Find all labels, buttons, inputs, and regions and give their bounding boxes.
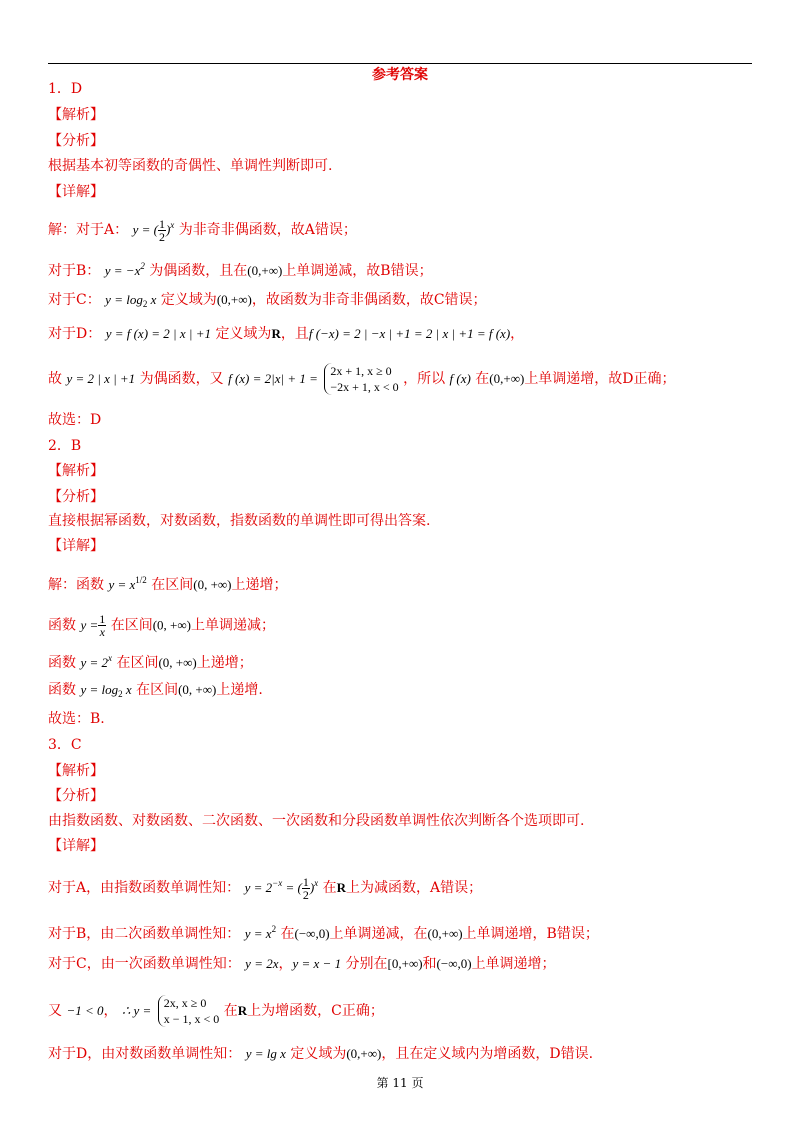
q2-line-4: 函数 $y = \log_2 x$ 在区间(0, +∞)上递增. (48, 682, 263, 699)
fraction: $\frac{1}{2}$ (302, 874, 309, 902)
q1-line-e: 故 y = 2 | x | +1 为偶函数，又 f (x) = 2|x| + 1 = 2x + 1, x ≥ 0 −2x + 1, x < 0 ，所以 f (x) 在(0,+∞)上单调递增，故D正确； (48, 364, 676, 394)
q1-line-d: 对于D： y = f (x) = 2 | x | +1 定义域为R，且f (−x) = 2 | −x | +1 = 2 | x | +1 = f (x)， (48, 326, 525, 342)
q2-number: 2．B (48, 438, 82, 454)
fraction: $\frac{1}{2}$ (158, 216, 165, 244)
q3-xiangjie-heading: 【详解】 (48, 838, 104, 854)
q2-line-3: 函数 $y = 2^x$ 在区间(0, +∞)上递增； (48, 653, 253, 671)
q1-line-b: 对于B： $y = -x^2$ 为偶函数，且在(0,+∞)上单调递减，故B错误； (48, 261, 433, 279)
q1-jiexi-heading: 【解析】 (48, 107, 104, 123)
fraction: $\frac{1}{x}$ (99, 612, 106, 639)
q2-line-1: 解：函数 $y = x^{1/2}$ 在区间(0, +∞)上递增； (48, 575, 288, 593)
q1-xiangjie-heading: 【详解】 (48, 184, 104, 200)
q3-fenxi-heading: 【分析】 (48, 788, 104, 804)
piecewise-brace: 2x, x ≥ 0 x − 1, x < 0 (158, 995, 220, 1027)
q3-line-a: 对于A，由指数函数单调性知： $y = 2^{-x}$ = ( $\frac{1}{2}$ )$^x$ 在R上为减函数，A错误； (48, 874, 483, 902)
q2-answer: 故选：B. (48, 711, 105, 727)
q1-fenxi-heading: 【分析】 (48, 133, 104, 149)
piecewise-brace: 2x + 1, x ≥ 0 −2x + 1, x < 0 (324, 363, 398, 395)
q3-number: 3．C (48, 737, 82, 753)
q2-jiexi-heading: 【解析】 (48, 463, 104, 479)
page-number: 第 11 页 (376, 1076, 424, 1090)
q2-line-2: 函数 y = $\frac{1}{x}$ 在区间(0, +∞)上单调递减； (48, 612, 275, 639)
q1-answer: 故选：D (48, 412, 102, 428)
q2-fenxi-heading: 【分析】 (48, 489, 104, 505)
q1-line-c: 对于C： $y = \log_2 x$ 定义域为(0,+∞)，故函数为非奇非偶函数，故C错误； (48, 292, 487, 309)
q3-line-d: 又 −1 < 0， ∴ y = 2x, x ≥ 0 x − 1, x < 0 在R上为增函数，C正确； (48, 996, 384, 1026)
q3-line-e: 对于D，由对数函数单调性知： y = lg x 定义域为(0,+∞)，且在定义域内为增函数，D错误. (48, 1046, 594, 1062)
q3-analysis: 由指数函数、对数函数、二次函数、一次函数和分段函数单调性依次判断各个选项即可. (48, 813, 585, 829)
q1-analysis: 根据基本初等函数的奇偶性、单调性判断即可. (48, 158, 333, 174)
q2-xiangjie-heading: 【详解】 (48, 538, 104, 554)
q3-line-c: 对于C，由一次函数单调性知： y = 2x，y = x − 1 分别在[0,+∞)和(−∞,0)上单调递增； (48, 956, 556, 972)
q3-jiexi-heading: 【解析】 (48, 763, 104, 779)
q3-line-b: 对于B，由二次函数单调性知： $y = x^2$ 在(−∞,0)上单调递减，在(0,+∞)上单调递增，B错误； (48, 924, 599, 942)
q2-analysis: 直接根据幂函数，对数函数，指数函数的单调性即可得出答案. (48, 513, 431, 529)
page-title: 参考答案 (372, 67, 428, 83)
q1-number: 1．D (48, 81, 83, 97)
q1-line-a: 解：对于A： y = ( $\frac{1}{2}$ )$^x$ 为非奇非偶函数，故A错误； (48, 216, 357, 244)
